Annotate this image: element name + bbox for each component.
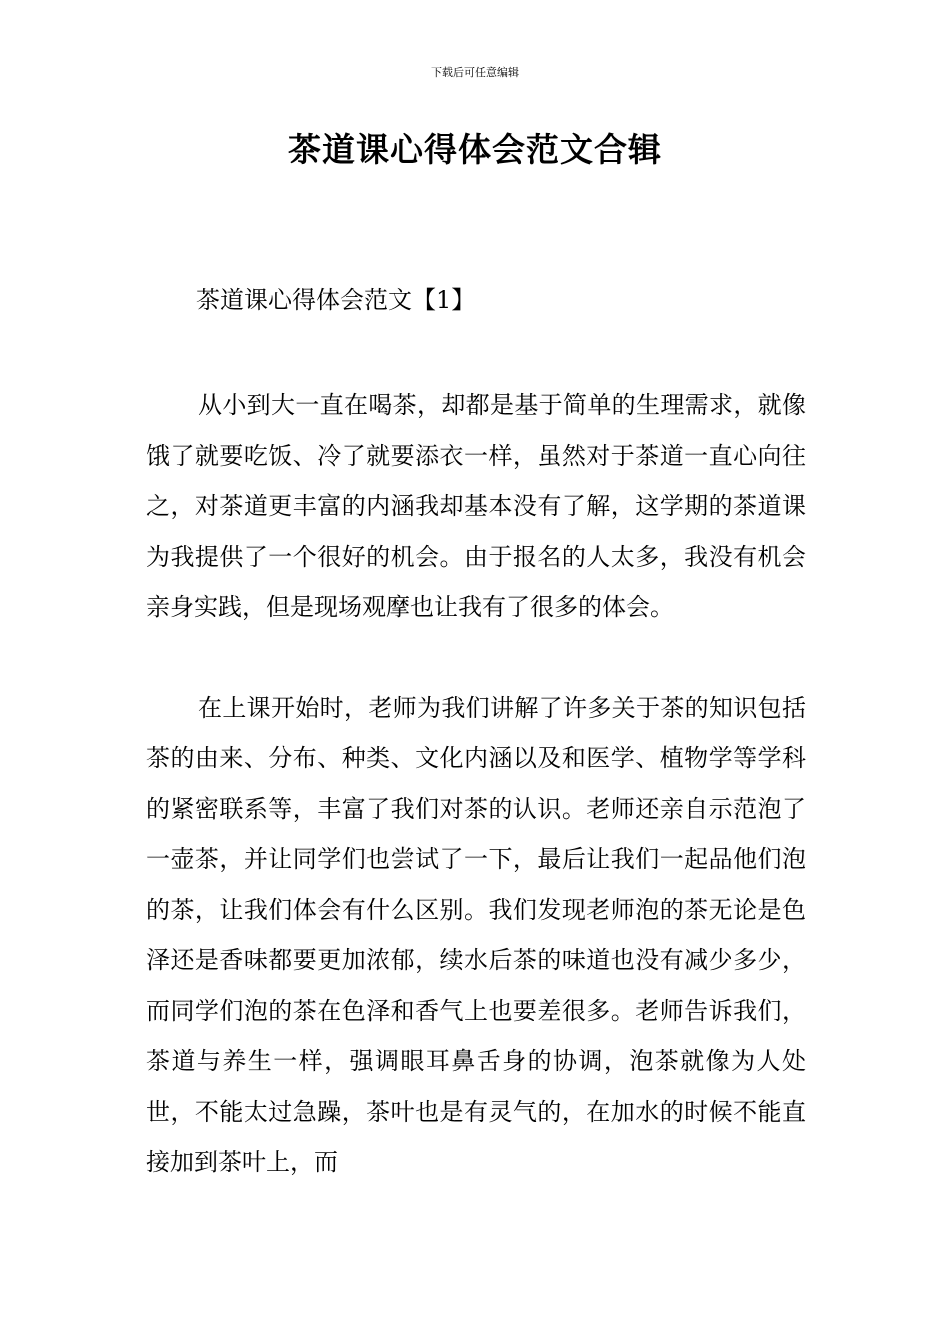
header-note: 下载后可任意编辑 [431,66,519,79]
document-body [146,280,806,1238]
section-heading: 茶道课心得体会范文【1】 [196,286,476,314]
paragraph-2: 在上课开始时，老师为我们讲解了许多关于茶的知识包括茶的由来、分布、种类、文化内涵以及和医学、植物学等学科的紧密联系等，丰富了我们对茶的认识。老师还亲自示范泡了一壶茶，并让同学们也尝试了一下，最后让我们一起品他们泡的茶，让我们体会有什么区别。我们发现老师泡的茶无论是色泽还是香味都要更加浓郁，续水后茶的味道也没有减少多少，而同学们泡的茶在色泽和香气上也要差很多。老师告诉我们，茶道与养生一样，强调眼耳鼻舌身的协调，泡茶就像为人处世，不能太过急躁，茶叶也是有灵气的，在加水的时候不能直接加到茶叶上，而 [146,693,806,1176]
document-title: 茶道课心得体会范文合辑 [288,130,662,169]
paragraph-1: 从小到大一直在喝茶，却都是基于简单的生理需求，就像饿了就要吃饭、冷了就要添衣一样，虽然对于茶道一直心向往之，对茶道更丰富的内涵我却基本没有了解，这学期的茶道课为我提供了一个很好的机会。由于报名的人太多，我没有机会亲身实践，但是现场观摩也让我有了很多的体会。 [146,391,806,621]
